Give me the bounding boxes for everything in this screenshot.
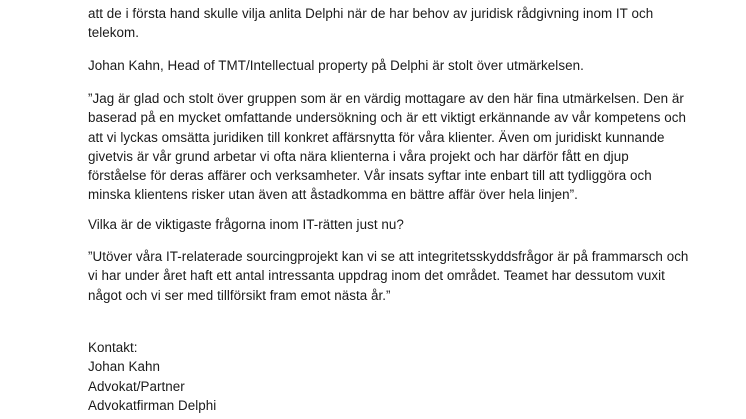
paragraph-line: att de i första hand skulle vilja anlita Delphi när de har behov av juridisk rådgivning inom IT och — [88, 6, 654, 21]
statement-paragraph — [88, 56, 584, 75]
paragraph-line: något och vi ser med tillförsikt fram emot nästa år.” — [88, 287, 391, 303]
paragraph-line: telekom. — [88, 25, 140, 41]
quote-paragraph — [88, 89, 686, 205]
contact-firm: Advokatfirman Delphi — [88, 397, 217, 413]
paragraph-line: minska klientens risker utan även att åstadkomma en bättre affär över hela linjen”. — [88, 187, 578, 203]
paragraph-line: Vilka är de viktigaste frågorna inom IT-rätten just nu? — [88, 217, 404, 232]
contact-title: Advokat/Partner — [88, 378, 185, 394]
paragraph-line: Johan Kahn, Head of TMT/Intellectual property på Delphi är stolt över utmärkelsen. — [88, 58, 584, 73]
contact-heading: Kontakt: — [88, 340, 138, 355]
paragraph-line: att vi lyckas omsätta juridiken till konkret affärsnytta för våra klienter. Även om juridiskt kunnande — [88, 129, 665, 145]
paragraph-line: givetvis är vår grund arbetar vi ofta nära klienterna i våra projekt och har därför fått en djup — [88, 148, 629, 164]
paragraph-line: baserad på en mycket omfattande undersökning och är ett viktigt erkännande av vår kompetens och — [88, 110, 687, 126]
contact-block — [88, 338, 216, 415]
paragraph-line: förståelse för deras affärer och verksamheter. Vår insats syftar inte enbart till att tydliggöra och — [88, 168, 652, 184]
paragraph-line: vi har under året haft ett antal intressanta uppdrag inom det området. Teamet har dessutom vuxit — [88, 268, 665, 284]
paragraph-line: ”Jag är glad och stolt över gruppen som är en värdig mottagare av den här fina utmärkelsen. Den är — [88, 91, 684, 106]
paragraph-line: ”Utöver våra IT-relaterade sourcingprojekt kan vi se att integritetsskyddsfrågor är på frammarsch och — [88, 249, 689, 264]
question-paragraph — [88, 215, 404, 234]
contact-name: Johan Kahn — [88, 359, 160, 375]
intro-paragraph — [88, 4, 653, 43]
answer-paragraph — [88, 247, 688, 305]
